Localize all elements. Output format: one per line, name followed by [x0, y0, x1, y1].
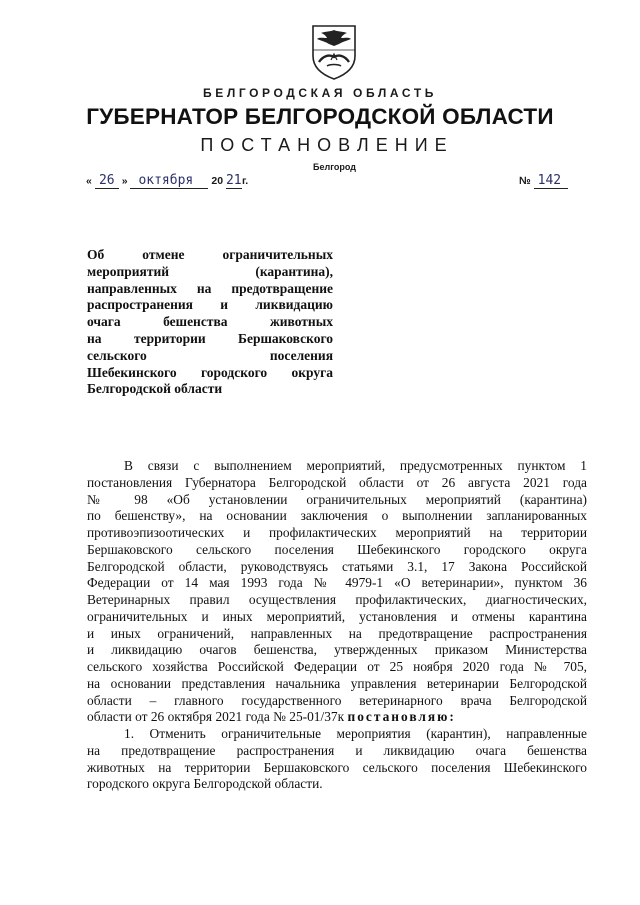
- date-day: 26: [95, 174, 119, 189]
- subject-line: на территории Бершаковского: [87, 330, 333, 346]
- subject-line: Белгородской области: [87, 381, 223, 397]
- body-final-text: области от 26 октября 2021 года № 25-01/37к: [87, 709, 348, 725]
- date-year-prefix: 20: [211, 175, 224, 187]
- region-name: БЕЛГОРОДСКАЯ ОБЛАСТЬ: [203, 86, 437, 100]
- subject-line: Шебекинского городского округа: [87, 364, 333, 380]
- body-line: № 98 «Об установлении ограничительных мероприятий (карантина): [87, 491, 587, 507]
- subject-line: очага бешенства животных: [87, 314, 333, 330]
- body-line: противоэпизоотических и профилактических мероприятий на территории: [87, 525, 587, 540]
- body-line: Белгородской области, руководствуясь статьями 3.1, 17 Закона Российской: [87, 558, 587, 574]
- preamble: [87, 458, 587, 793]
- body-line: на основании представления начальника управления ветеринарии Белгородской: [87, 675, 587, 691]
- body-line: ограничительных и иных мероприятий, установления и отмены карантина: [87, 608, 587, 624]
- body-line: В связи с выполнением мероприятий, предусмотренных пунктом 1: [124, 458, 587, 473]
- date-open-quote: «: [86, 175, 92, 187]
- document-subject: [87, 247, 333, 398]
- number-label: №: [519, 175, 531, 187]
- subject-line: сельского поселения: [87, 347, 333, 363]
- body-line: Ветеринарных правил осуществления профилактических, диагностических,: [87, 592, 587, 607]
- body-line: по бешенству», на основании заключения о выполнении запланированных: [87, 508, 587, 524]
- body-line: и иных ограничений, направленных на предотвращение распространения: [87, 625, 587, 641]
- date-close-quote: »: [121, 175, 128, 187]
- issue-city: Белгород: [313, 162, 356, 172]
- date-line: [86, 174, 248, 190]
- number-value: 142: [534, 174, 568, 189]
- item-line: городского округа Белгородской области.: [87, 776, 323, 792]
- date-year-abbr: г.: [241, 175, 249, 187]
- body-line: сельского хозяйства Российской Федерации от 25 ноября 2020 года № 705,: [87, 659, 587, 674]
- body-line: области – главного государственного ветеринарного врача Белгородской: [87, 692, 587, 708]
- body-line: Федерации от 14 мая 1993 года № 4979-1 «О ветеринарии», пунктом 36: [87, 575, 587, 591]
- body-final-line: [87, 709, 587, 726]
- resolution-keyword: постановляю:: [347, 709, 456, 725]
- subject-line: распространения и ликвидацию: [87, 297, 333, 313]
- item-line: 1. Отменить ограничительные мероприятия (карантин), направленные: [124, 726, 587, 741]
- item-line: на предотвращение распространения и ликвидацию очага бешенства: [87, 742, 587, 758]
- date-year-suffix: 21: [225, 173, 242, 188]
- subject-line: направленных на предотвращение: [87, 280, 333, 296]
- body-line: постановления Губернатора Белгородской области от 26 августа 2021 года: [87, 474, 587, 490]
- belgorod-coat-of-arms-icon: [309, 24, 359, 80]
- item-line: животных на территории Бершаковского сельского поселения Шебекинского: [87, 759, 587, 775]
- date-month: октября: [130, 174, 208, 189]
- document-number: [519, 174, 568, 189]
- subject-line: мероприятий (карантина),: [87, 263, 333, 279]
- issuer-title: ГУБЕРНАТОР БЕЛГОРОДСКОЙ ОБЛАСТИ: [86, 104, 554, 129]
- body-line: Бершаковского сельского поселения Шебекинского городского округа: [87, 541, 587, 557]
- subject-line: Об отмене ограничительных: [87, 247, 333, 262]
- document-type: ПОСТАНОВЛЕНИЕ: [200, 135, 454, 155]
- body-line: и ликвидацию очагов бешенства, утвержденных приказом Министерства: [87, 642, 587, 658]
